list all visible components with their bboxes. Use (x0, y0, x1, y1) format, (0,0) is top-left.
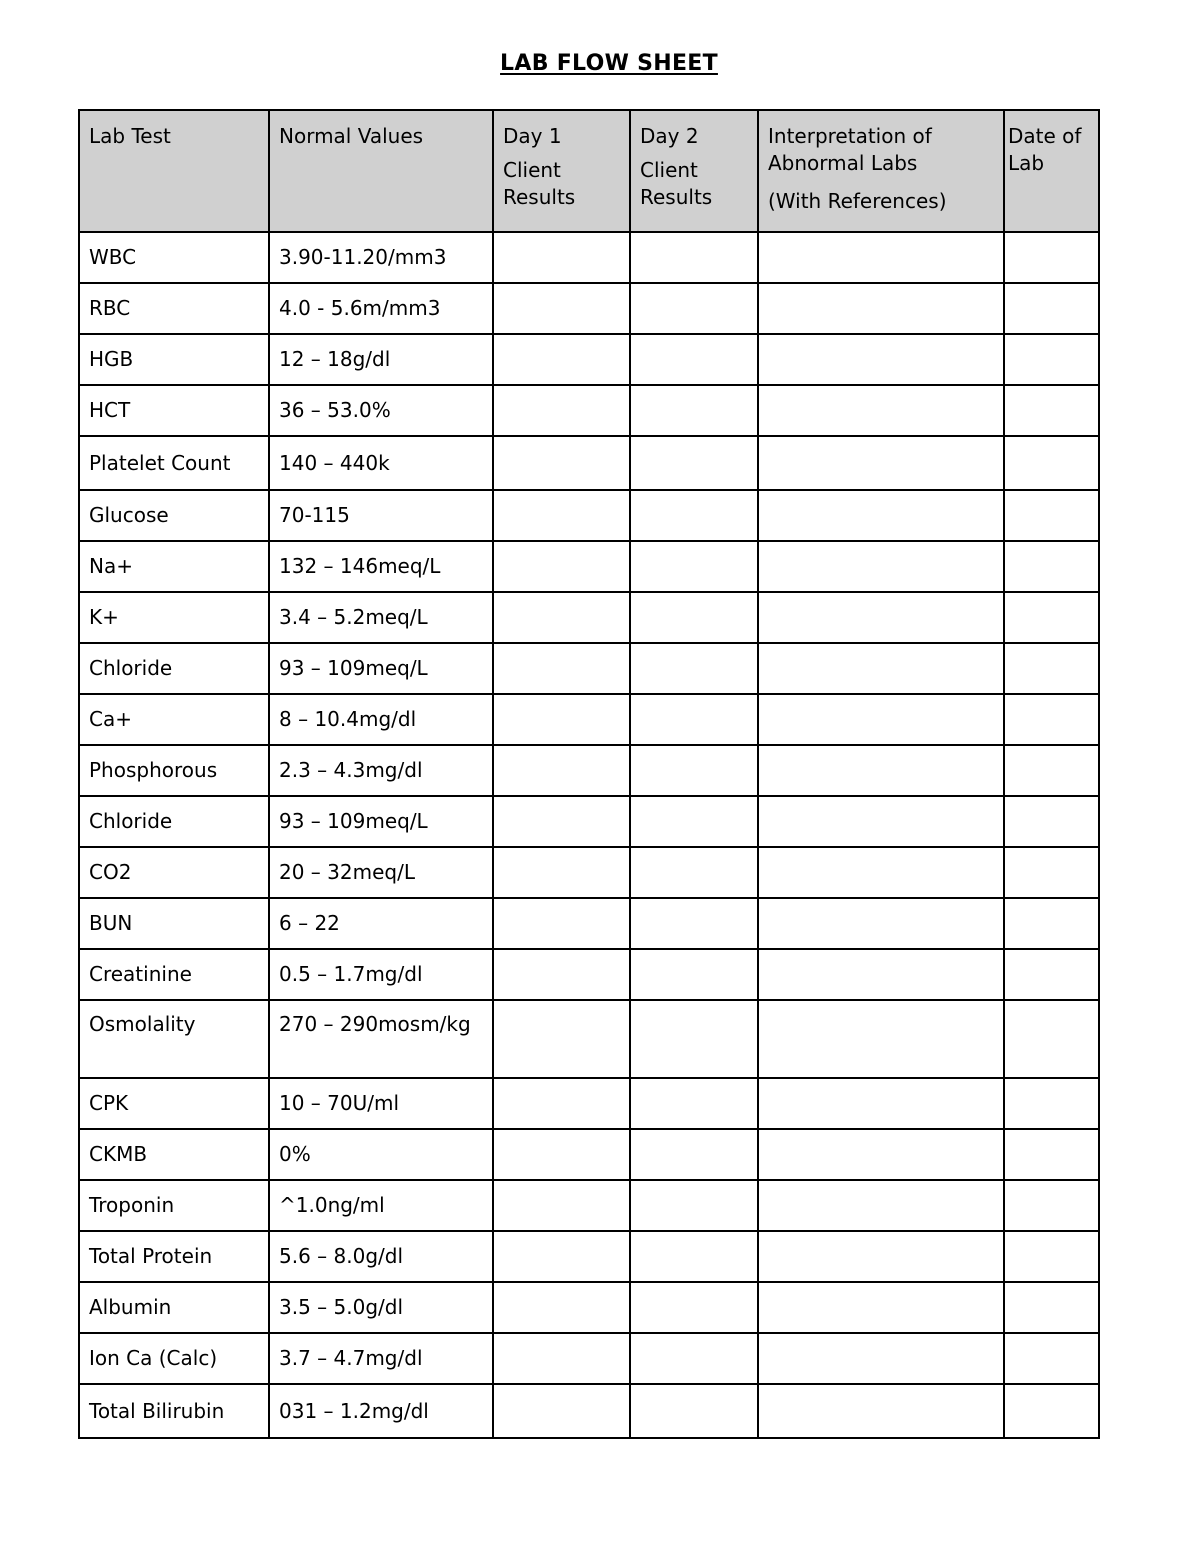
lab-test-cell: HCT (79, 385, 269, 436)
date-of-lab-cell[interactable] (1004, 232, 1099, 283)
day-1-result-cell[interactable] (493, 1078, 630, 1129)
date-of-lab-cell[interactable] (1004, 1078, 1099, 1129)
table-row (79, 334, 1099, 385)
normal-values-cell: ^1.0ng/ml (269, 1180, 493, 1231)
lab-test-cell: CKMB (79, 1129, 269, 1180)
header-day-1-sublabel: Client Results (503, 158, 576, 209)
date-of-lab-cell[interactable] (1004, 949, 1099, 1000)
day-2-result-cell[interactable] (630, 541, 758, 592)
day-1-result-cell[interactable] (493, 1282, 630, 1333)
table-row (79, 283, 1099, 334)
interpretation-cell[interactable] (758, 1384, 1004, 1438)
interpretation-cell[interactable] (758, 1333, 1004, 1384)
day-1-result-cell[interactable] (493, 643, 630, 694)
table-row (79, 796, 1099, 847)
day-2-result-cell[interactable] (630, 1333, 758, 1384)
normal-values-cell: 132 – 146meq/L (269, 541, 493, 592)
normal-values-cell: 4.0 - 5.6m/mm3 (269, 283, 493, 334)
day-1-result-cell[interactable] (493, 283, 630, 334)
lab-test-cell: CPK (79, 1078, 269, 1129)
day-2-result-cell[interactable] (630, 1078, 758, 1129)
day-2-result-cell[interactable] (630, 898, 758, 949)
day-1-result-cell[interactable] (493, 949, 630, 1000)
table-row (79, 1180, 1099, 1231)
normal-values-cell: 3.4 – 5.2meq/L (269, 592, 493, 643)
lab-test-cell: Na+ (79, 541, 269, 592)
day-1-result-cell[interactable] (493, 694, 630, 745)
day-1-result-cell[interactable] (493, 592, 630, 643)
lab-test-cell: BUN (79, 898, 269, 949)
normal-values-cell: 0% (269, 1129, 493, 1180)
table-row (79, 592, 1099, 643)
lab-test-cell: Chloride (79, 796, 269, 847)
date-of-lab-cell[interactable] (1004, 334, 1099, 385)
lab-test-cell: Platelet Count (79, 436, 269, 490)
normal-values-cell: 3.90-11.20/mm3 (269, 232, 493, 283)
header-interpretation-sublabel: (With References) (768, 189, 947, 213)
lab-test-cell: CO2 (79, 847, 269, 898)
interpretation-cell[interactable] (758, 1180, 1004, 1231)
lab-flow-table (78, 109, 1100, 1439)
normal-values-cell: 140 – 440k (269, 436, 493, 490)
interpretation-cell[interactable] (758, 949, 1004, 1000)
interpretation-cell[interactable] (758, 796, 1004, 847)
day-2-result-cell[interactable] (630, 1282, 758, 1333)
day-1-result-cell[interactable] (493, 334, 630, 385)
normal-values-cell: 20 – 32meq/L (269, 847, 493, 898)
day-2-result-cell[interactable] (630, 283, 758, 334)
date-of-lab-cell[interactable] (1004, 1282, 1099, 1333)
day-2-result-cell[interactable] (630, 490, 758, 541)
day-2-result-cell[interactable] (630, 796, 758, 847)
interpretation-cell[interactable] (758, 1129, 1004, 1180)
table-row (79, 232, 1099, 283)
day-1-result-cell[interactable] (493, 385, 630, 436)
lab-test-cell: Osmolality (79, 1000, 269, 1078)
lab-test-cell: Albumin (79, 1282, 269, 1333)
normal-values-cell: 270 – 290mosm/kg (269, 1000, 493, 1078)
table-row (79, 385, 1099, 436)
day-1-result-cell[interactable] (493, 1384, 630, 1438)
day-2-result-cell[interactable] (630, 1384, 758, 1438)
table-row (79, 949, 1099, 1000)
day-1-result-cell[interactable] (493, 436, 630, 490)
date-of-lab-cell[interactable] (1004, 490, 1099, 541)
interpretation-cell[interactable] (758, 643, 1004, 694)
header-day-1 (493, 110, 630, 232)
lab-test-cell: Ca+ (79, 694, 269, 745)
day-1-result-cell[interactable] (493, 847, 630, 898)
table-row (79, 745, 1099, 796)
day-2-result-cell[interactable] (630, 694, 758, 745)
interpretation-cell[interactable] (758, 385, 1004, 436)
header-normal-values: Normal Values (269, 110, 493, 232)
date-of-lab-cell[interactable] (1004, 1129, 1099, 1180)
day-1-result-cell[interactable] (493, 745, 630, 796)
table-row (79, 1000, 1099, 1078)
day-2-result-cell[interactable] (630, 232, 758, 283)
day-1-result-cell[interactable] (493, 1180, 630, 1231)
normal-values-cell: 8 – 10.4mg/dl (269, 694, 493, 745)
normal-values-cell: 36 – 53.0% (269, 385, 493, 436)
normal-values-cell: 93 – 109meq/L (269, 796, 493, 847)
day-2-result-cell[interactable] (630, 1231, 758, 1282)
lab-test-cell: Total Bilirubin (79, 1384, 269, 1438)
day-2-result-cell[interactable] (630, 643, 758, 694)
table-row (79, 1282, 1099, 1333)
interpretation-cell[interactable] (758, 847, 1004, 898)
lab-test-cell: Total Protein (79, 1231, 269, 1282)
table-row (79, 1078, 1099, 1129)
normal-values-cell: 3.5 – 5.0g/dl (269, 1282, 493, 1333)
table-row (79, 847, 1099, 898)
interpretation-cell[interactable] (758, 232, 1004, 283)
table-row (79, 643, 1099, 694)
table-row (79, 436, 1099, 490)
interpretation-cell[interactable] (758, 1078, 1004, 1129)
day-1-result-cell[interactable] (493, 490, 630, 541)
day-2-result-cell[interactable] (630, 1000, 758, 1078)
table-row (79, 1333, 1099, 1384)
lab-test-cell: Ion Ca (Calc) (79, 1333, 269, 1384)
date-of-lab-cell[interactable] (1004, 1000, 1099, 1078)
date-of-lab-cell[interactable] (1004, 283, 1099, 334)
day-1-result-cell[interactable] (493, 1333, 630, 1384)
interpretation-cell[interactable] (758, 1282, 1004, 1333)
interpretation-cell[interactable] (758, 592, 1004, 643)
date-of-lab-cell[interactable] (1004, 694, 1099, 745)
normal-values-cell: 93 – 109meq/L (269, 643, 493, 694)
normal-values-cell: 12 – 18g/dl (269, 334, 493, 385)
lab-test-cell: HGB (79, 334, 269, 385)
interpretation-cell[interactable] (758, 694, 1004, 745)
day-2-result-cell[interactable] (630, 592, 758, 643)
interpretation-cell[interactable] (758, 334, 1004, 385)
date-of-lab-cell[interactable] (1004, 745, 1099, 796)
day-2-result-cell[interactable] (630, 847, 758, 898)
day-2-result-cell[interactable] (630, 745, 758, 796)
interpretation-cell[interactable] (758, 898, 1004, 949)
header-row (79, 110, 1099, 232)
normal-values-cell: 70-115 (269, 490, 493, 541)
date-of-lab-cell[interactable] (1004, 541, 1099, 592)
day-1-result-cell[interactable] (493, 232, 630, 283)
lab-test-cell: Troponin (79, 1180, 269, 1231)
normal-values-cell: 2.3 – 4.3mg/dl (269, 745, 493, 796)
table-row (79, 1231, 1099, 1282)
header-day-2-sublabel: Client Results (640, 158, 713, 209)
date-of-lab-cell[interactable] (1004, 592, 1099, 643)
day-1-result-cell[interactable] (493, 1129, 630, 1180)
table-row (79, 490, 1099, 541)
normal-values-cell: 5.6 – 8.0g/dl (269, 1231, 493, 1282)
table-row (79, 1384, 1099, 1438)
day-2-result-cell[interactable] (630, 1180, 758, 1231)
header-interpretation-label: Interpretation of Abnormal Labs (768, 124, 932, 175)
date-of-lab-cell[interactable] (1004, 1231, 1099, 1282)
normal-values-cell: 6 – 22 (269, 898, 493, 949)
lab-test-cell: RBC (79, 283, 269, 334)
day-2-result-cell[interactable] (630, 1129, 758, 1180)
interpretation-cell[interactable] (758, 745, 1004, 796)
day-2-result-cell[interactable] (630, 436, 758, 490)
header-interpretation (758, 110, 1004, 232)
page-title: LAB FLOW SHEET (500, 51, 718, 76)
date-of-lab-cell[interactable] (1004, 796, 1099, 847)
table-row (79, 694, 1099, 745)
day-1-result-cell[interactable] (493, 1231, 630, 1282)
date-of-lab-cell[interactable] (1004, 1384, 1099, 1438)
interpretation-cell[interactable] (758, 1231, 1004, 1282)
date-of-lab-cell[interactable] (1004, 847, 1099, 898)
day-1-result-cell[interactable] (493, 541, 630, 592)
date-of-lab-cell[interactable] (1004, 643, 1099, 694)
normal-values-cell: 031 – 1.2mg/dl (269, 1384, 493, 1438)
interpretation-cell[interactable] (758, 436, 1004, 490)
table-row (79, 1129, 1099, 1180)
header-day-2 (630, 110, 758, 232)
day-1-result-cell[interactable] (493, 898, 630, 949)
lab-test-cell: Chloride (79, 643, 269, 694)
date-of-lab-cell[interactable] (1004, 1180, 1099, 1231)
normal-values-cell: 3.7 – 4.7mg/dl (269, 1333, 493, 1384)
table-row (79, 898, 1099, 949)
day-1-result-cell[interactable] (493, 796, 630, 847)
interpretation-cell[interactable] (758, 283, 1004, 334)
lab-test-cell: K+ (79, 592, 269, 643)
lab-test-cell: Phosphorous (79, 745, 269, 796)
day-1-result-cell[interactable] (493, 1000, 630, 1078)
interpretation-cell[interactable] (758, 490, 1004, 541)
header-day-2-label: Day 2 (640, 124, 699, 148)
table-row (79, 541, 1099, 592)
day-2-result-cell[interactable] (630, 334, 758, 385)
lab-test-cell: Glucose (79, 490, 269, 541)
interpretation-cell[interactable] (758, 541, 1004, 592)
day-2-result-cell[interactable] (630, 949, 758, 1000)
header-date-of-lab: Date of Lab (1004, 110, 1099, 232)
header-day-1-label: Day 1 (503, 124, 562, 148)
header-lab-test: Lab Test (79, 110, 269, 232)
interpretation-cell[interactable] (758, 1000, 1004, 1078)
normal-values-cell: 0.5 – 1.7mg/dl (269, 949, 493, 1000)
lab-test-cell: Creatinine (79, 949, 269, 1000)
date-of-lab-cell[interactable] (1004, 385, 1099, 436)
day-2-result-cell[interactable] (630, 385, 758, 436)
lab-test-cell: WBC (79, 232, 269, 283)
date-of-lab-cell[interactable] (1004, 436, 1099, 490)
normal-values-cell: 10 – 70U/ml (269, 1078, 493, 1129)
date-of-lab-cell[interactable] (1004, 1333, 1099, 1384)
date-of-lab-cell[interactable] (1004, 898, 1099, 949)
